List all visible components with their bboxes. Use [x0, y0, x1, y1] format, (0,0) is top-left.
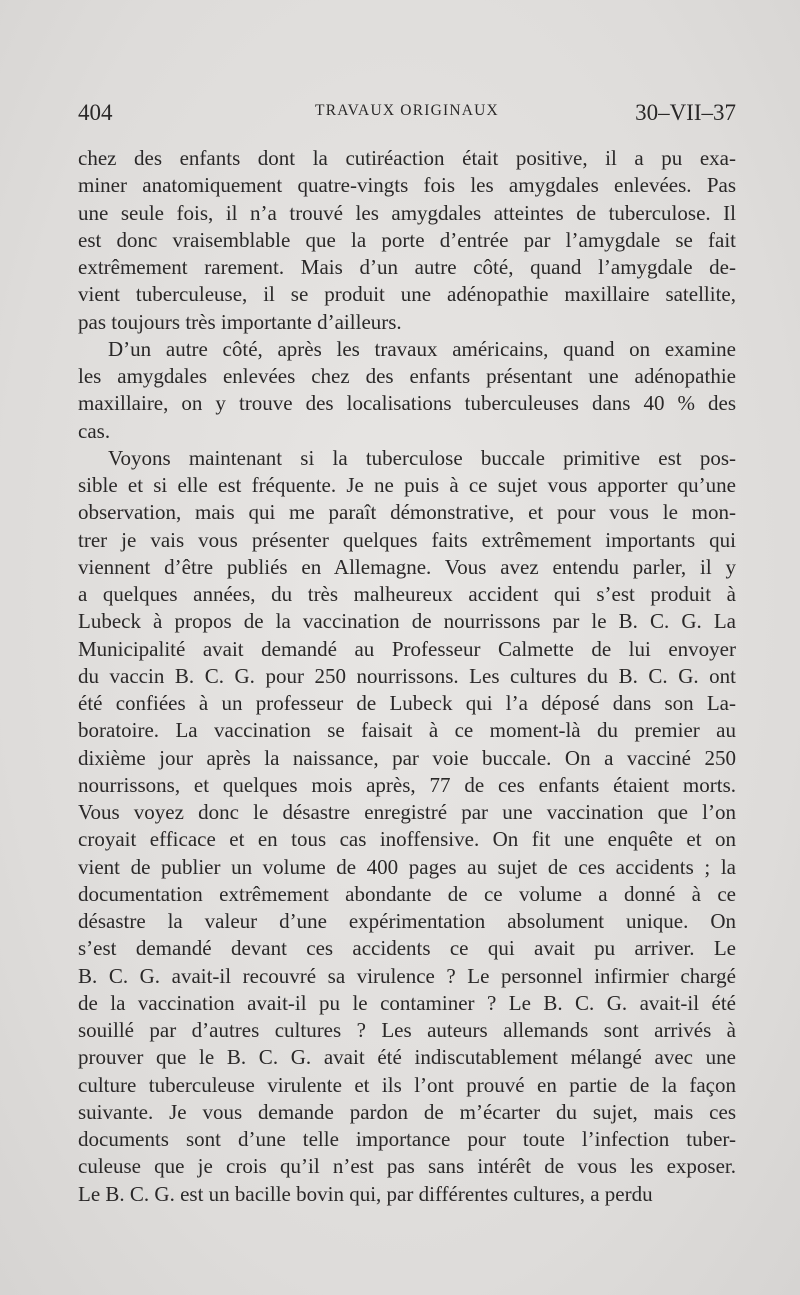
- text-line: suivante. Je vous demande pardon de m’écarter du sujet, mais ces: [78, 1099, 736, 1124]
- text-line: dixième jour après la naissance, par voie buccale. On a vacciné 250: [78, 745, 736, 770]
- text-line: D’un autre côté, après les travaux américains, quand on examine: [108, 336, 736, 361]
- text-line: observation, mais qui me paraît démonstrative, et pour vous le mon-: [78, 500, 736, 525]
- text-line: documents sont d’une telle importance pour toute l’infection tuber-: [78, 1127, 736, 1151]
- text-line: documentation extrêmement abondante de ce volume a donné à ce: [78, 881, 736, 906]
- text-line: viennent d’être publiés en Allemagne. Vous avez entendu parler, il y: [78, 554, 736, 579]
- text-line: de la vaccination avait-il pu le contaminer ? Le B. C. G. avait-il été: [78, 990, 736, 1015]
- text-line: miner anatomiquement quatre-vingts fois les amygdales enlevées. Pas: [78, 173, 736, 198]
- text-line: Le B. C. G. est un bacille bovin qui, par différentes cultures, a perdu: [78, 1181, 653, 1206]
- text-line: chez des enfants dont la cutiréaction était positive, il a pu exa-: [78, 146, 736, 170]
- paragraph: [78, 445, 736, 1208]
- running-title: TRAVAUX ORIGINAUX: [315, 102, 499, 119]
- page-date: 30–VII–37: [635, 100, 736, 125]
- text-line: Municipalité avait demandé au Professeur Calmette de lui envoyer: [78, 636, 736, 661]
- text-line: croyait efficace et en tous cas inoffensive. On fit une enquête et on: [78, 827, 736, 852]
- text-line: une seule fois, il n’a trouvé les amygdales atteintes de tuberculose. Il: [78, 200, 736, 225]
- text-line: cas.: [78, 418, 111, 443]
- text-line: vient de publier un volume de 400 pages au sujet de ces accidents ; la: [78, 854, 736, 879]
- page-number: 404: [78, 100, 113, 125]
- text-line: est donc vraisemblable que la porte d’entrée par l’amygdale se fait: [78, 227, 736, 252]
- text-line: extrêmement rarement. Mais d’un autre côté, quand l’amygdale de-: [78, 255, 736, 279]
- paragraph: [78, 336, 736, 445]
- body-text: [78, 145, 736, 1208]
- text-line: Lubeck à propos de la vaccination de nourrissons par le B. C. G. La: [78, 609, 736, 634]
- text-line: boratoire. La vaccination se faisait à ce moment-là du premier au: [78, 718, 736, 743]
- text-line: Vous voyez donc le désastre enregistré par une vaccination que l’on: [78, 800, 736, 824]
- text-line: s’est demandé devant ces accidents ce qui avait pu arriver. Le: [78, 936, 736, 961]
- text-line: pas toujours très importante d’ailleurs.: [78, 309, 402, 334]
- text-line: a quelques années, du très malheureux accident qui s’est produit à: [78, 582, 736, 606]
- paragraph: [78, 145, 736, 336]
- text-line: Voyons maintenant si la tuberculose buccale primitive est pos-: [108, 445, 736, 470]
- text-line: culeuse que je crois qu’il n’est pas sans intérêt de vous les exposer.: [78, 1154, 736, 1179]
- text-line: vient tuberculeuse, il se produit une adénopathie maxillaire satellite,: [78, 282, 736, 307]
- text-line: du vaccin B. C. G. pour 250 nourrissons. Les cultures du B. C. G. ont: [78, 663, 736, 688]
- text-line: maxillaire, on y trouve des localisations tuberculeuses dans 40 % des: [78, 391, 736, 416]
- text-line: souillé par d’autres cultures ? Les auteurs allemands sont arrivés à: [78, 1018, 736, 1042]
- text-line: nourrissons, et quelques mois après, 77 de ces enfants étaient morts.: [78, 772, 736, 797]
- text-line: prouver que le B. C. G. avait été indiscutablement mélangé avec une: [78, 1045, 736, 1070]
- text-line: désastre la valeur d’une expérimentation absolument unique. On: [78, 909, 736, 933]
- text-line: sible et si elle est fréquente. Je ne puis à ce sujet vous apporter qu’une: [78, 473, 736, 497]
- page-header: [78, 98, 736, 128]
- text-line: trer je vais vous présenter quelques faits extrêmement importants qui: [78, 527, 736, 552]
- text-line: B. C. G. avait-il recouvré sa virulence ? Le personnel infirmier chargé: [78, 963, 736, 988]
- text-line: culture tuberculeuse virulente et ils l’ont prouvé en partie de la façon: [78, 1072, 736, 1097]
- text-line: été confiées à un professeur de Lubeck qui l’a déposé dans son La-: [78, 691, 736, 715]
- text-line: les amygdales enlevées chez des enfants présentant une adénopathie: [78, 364, 736, 388]
